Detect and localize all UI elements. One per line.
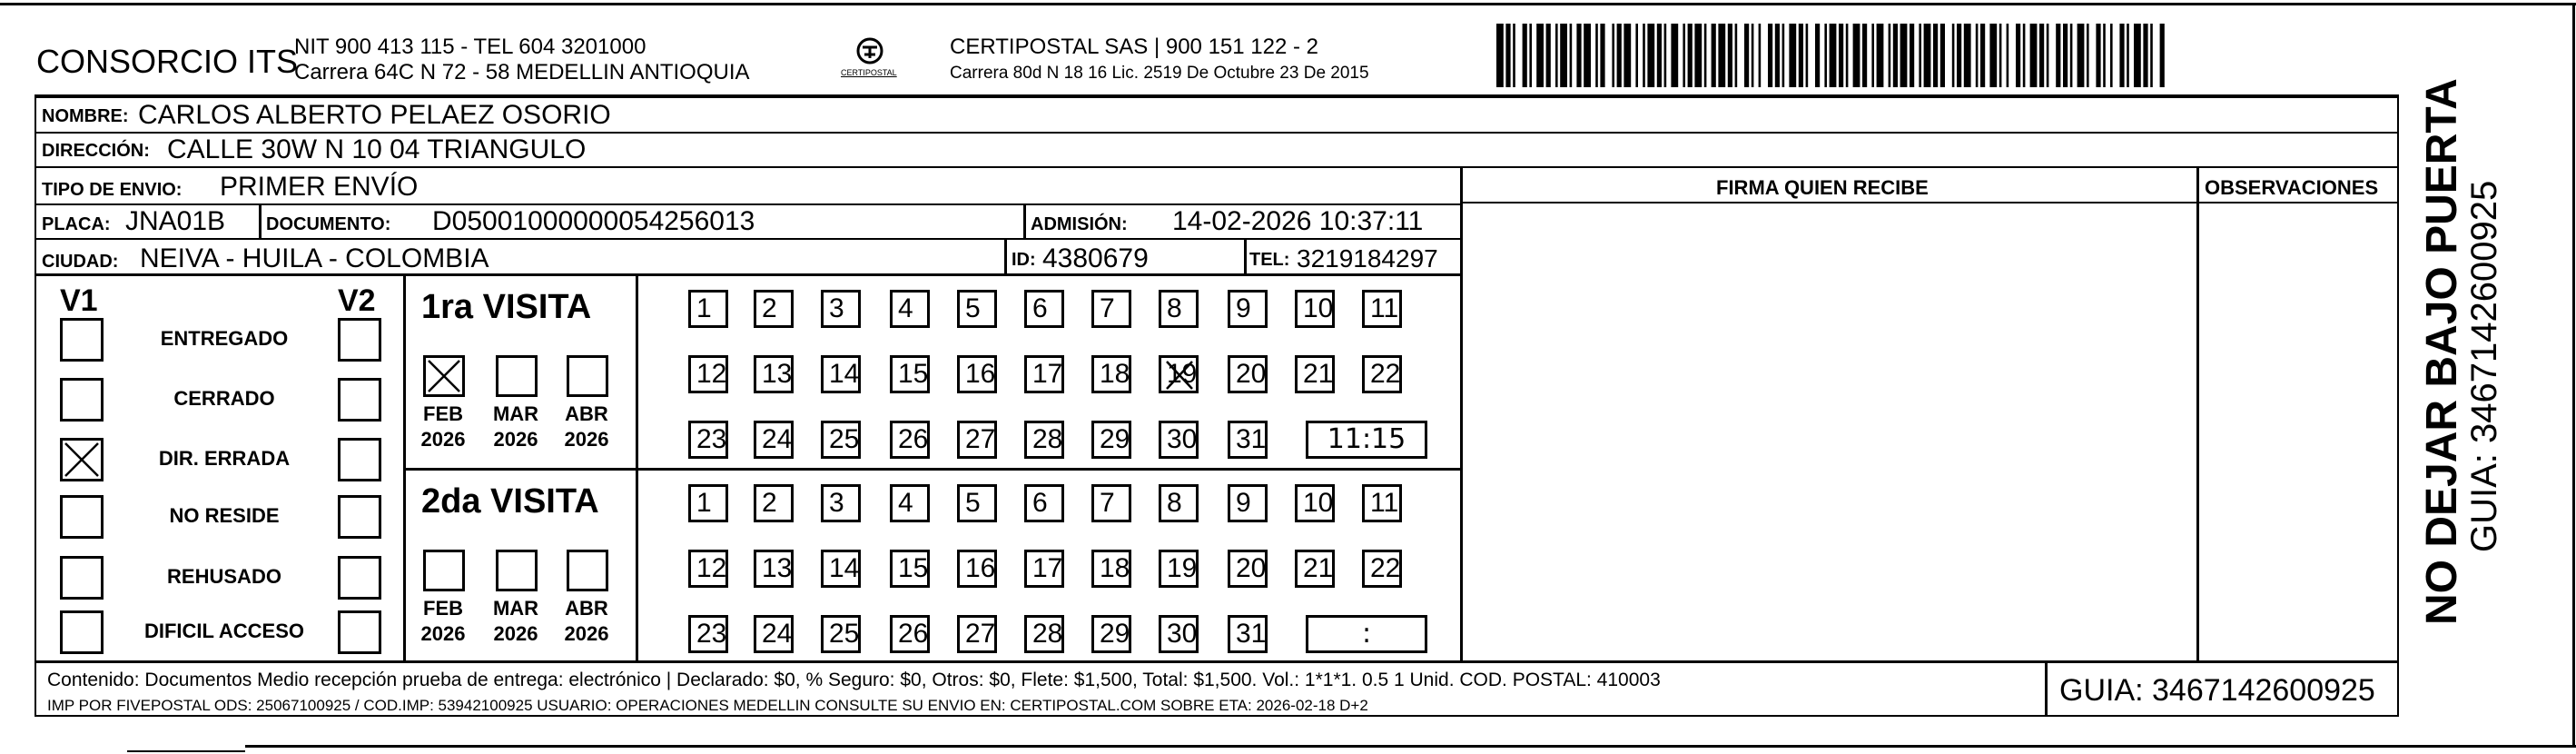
year-label-1-0: 2026	[420, 622, 466, 645]
day-box-0-11[interactable]	[1362, 290, 1402, 328]
v2-checkbox-5[interactable]	[338, 610, 381, 654]
day-box-0-27[interactable]	[957, 421, 997, 459]
tel-label: TEL:	[1249, 250, 1290, 270]
day-box-1-10[interactable]	[1295, 484, 1335, 522]
bottom-border	[245, 745, 2576, 748]
day-number: 26	[898, 424, 929, 454]
day-number: 3	[829, 293, 844, 323]
divider	[35, 132, 2398, 134]
documento-label: DOCUMENTO:	[266, 214, 391, 234]
certipostal-logo	[834, 35, 906, 84]
day-box-0-23[interactable]	[688, 421, 728, 459]
day-box-0-5[interactable]	[957, 290, 997, 328]
observaciones-label: OBSERVACIONES	[2205, 176, 2379, 199]
v2-checkbox-0[interactable]	[338, 318, 381, 362]
day-number: 15	[898, 553, 929, 583]
month-label-1-1: MAR	[492, 597, 539, 620]
month-label-0-2: ABR	[565, 402, 608, 425]
no-dejar-text: NO DEJAR BAJO PUERTA	[2418, 78, 2466, 625]
day-number: 31	[1236, 424, 1267, 454]
v2-label: V2	[338, 283, 376, 318]
divider	[35, 94, 2399, 97]
day-number: 6	[1032, 293, 1048, 323]
day-number: 24	[762, 619, 793, 649]
day-number: 1	[696, 488, 712, 518]
day-box-1-15[interactable]	[890, 550, 930, 588]
month-checkbox-0-0[interactable]	[423, 355, 465, 397]
day-box-1-14[interactable]	[821, 550, 861, 588]
day-number: 25	[829, 619, 860, 649]
day-box-0-17[interactable]	[1024, 355, 1064, 393]
day-box-0-30[interactable]	[1159, 421, 1199, 459]
month-label-0-0: FEB	[423, 402, 463, 425]
day-number: 16	[965, 359, 996, 389]
day-box-0-21[interactable]	[1295, 355, 1335, 393]
nit-line: NIT 900 413 115 - TEL 604 3201000	[294, 35, 646, 59]
day-box-1-20[interactable]	[1228, 550, 1268, 588]
ciudad-label: CIUDAD:	[42, 252, 119, 272]
documento-value: D05001000000054256013	[432, 206, 755, 236]
day-box-0-22[interactable]	[1362, 355, 1402, 393]
divider	[1462, 202, 2398, 203]
month-checkbox-0-2[interactable]	[567, 355, 608, 397]
address-line: Carrera 64C N 72 - 58 MEDELLIN ANTIOQUIA	[294, 60, 750, 84]
day-box-0-20[interactable]	[1228, 355, 1268, 393]
day-box-1-3[interactable]	[821, 484, 861, 522]
tipo-label: TIPO DE ENVIO:	[42, 180, 183, 200]
placa-value: JNA01B	[125, 206, 226, 236]
side-guia-text: GUIA: 3467142600925	[2464, 180, 2504, 552]
v2-checkbox-1[interactable]	[338, 378, 381, 422]
day-number: 11	[1370, 293, 1399, 323]
right-border	[2572, 3, 2575, 746]
time-box-0[interactable]	[1306, 421, 1427, 459]
status-label-5: DIFICIL ACCESO	[143, 620, 304, 642]
day-box-1-27[interactable]	[957, 615, 997, 653]
month-checkbox-1-2[interactable]	[567, 550, 608, 591]
v1-checkbox-2[interactable]	[60, 438, 104, 481]
day-box-1-9[interactable]	[1228, 484, 1268, 522]
day-number: 17	[1032, 359, 1063, 389]
divider	[35, 660, 2398, 663]
day-number: 8	[1167, 488, 1182, 518]
day-box-0-10[interactable]	[1295, 290, 1335, 328]
time-value: 11:15	[1327, 423, 1406, 455]
tel-value: 3219184297	[1297, 244, 1438, 273]
day-box-0-29[interactable]	[1091, 421, 1131, 459]
day-box-0-15[interactable]	[890, 355, 930, 393]
v2-checkbox-3[interactable]	[338, 495, 381, 539]
day-number: 22	[1370, 359, 1401, 389]
footer-contenido: Contenido: Documentos Medio recepción prueba de entrega: electrónico | Declarado: $0, % Seguro: $0, Otros: $0, Flete: $1,500, Total: $1,500. Vol.: 1*1*1. 0.5 1 Unid. COD. POSTAL: 410003	[47, 670, 1661, 690]
day-box-1-16[interactable]	[957, 550, 997, 588]
id-label: ID:	[1012, 250, 1036, 270]
month-checkbox-1-1[interactable]	[496, 550, 538, 591]
admision-label: ADMISIÓN:	[1031, 214, 1128, 234]
day-number: 16	[965, 553, 996, 583]
placa-label: PLACA:	[42, 214, 111, 234]
day-number: 30	[1167, 619, 1198, 649]
status-label-3: NO RESIDE	[169, 504, 280, 527]
month-checkbox-1-0[interactable]	[423, 550, 465, 591]
carrier-address: Carrera 80d N 18 16 Lic. 2519 De Octubre 23 De 2015	[950, 64, 1369, 83]
day-number: 19	[1167, 359, 1198, 389]
tipo-value: PRIMER ENVÍO	[220, 172, 419, 202]
day-box-1-2[interactable]	[754, 484, 794, 522]
divider	[259, 204, 262, 239]
day-box-0-8[interactable]	[1159, 290, 1199, 328]
day-number: 12	[696, 359, 727, 389]
day-number: 2	[762, 293, 777, 323]
day-box-1-13[interactable]	[754, 550, 794, 588]
footer-imp: IMP POR FIVEPOSTAL ODS: 25067100925 / COD.IMP: 53942100925 USUARIO: OPERACIONES MEDELLIN CONSULTE SU ENVIO EN: CERTIPOSTAL.COM SOBRE ETA: 2026-02-18 D+2	[47, 697, 1368, 714]
day-box-0-18[interactable]	[1091, 355, 1131, 393]
divider	[1004, 239, 1007, 274]
divider	[1023, 204, 1026, 239]
day-number: 21	[1303, 359, 1334, 389]
time-value: :	[1361, 618, 1372, 650]
divider	[636, 275, 638, 661]
day-number: 14	[829, 359, 860, 389]
day-box-1-1[interactable]	[688, 484, 728, 522]
company-name: CONSORCIO ITS	[36, 43, 299, 80]
day-number: 4	[898, 488, 913, 518]
status-label-2: DIR. ERRADA	[158, 447, 291, 470]
v1-checkbox-0[interactable]	[60, 318, 104, 362]
day-number: 20	[1236, 553, 1267, 583]
day-number: 27	[965, 424, 996, 454]
day-number: 7	[1100, 488, 1115, 518]
day-number: 4	[898, 293, 913, 323]
direccion-label: DIRECCIÓN:	[42, 141, 150, 161]
month-checkbox-0-1[interactable]	[496, 355, 538, 397]
day-box-1-26[interactable]	[890, 615, 930, 653]
status-label-1: CERRADO	[173, 387, 275, 410]
status-label-0: ENTREGADO	[160, 327, 289, 350]
day-box-0-4[interactable]	[890, 290, 930, 328]
day-number: 25	[829, 424, 860, 454]
visit-title-0: 1ra VISITA	[421, 288, 592, 326]
year-label-0-1: 2026	[493, 428, 538, 451]
day-box-1-21[interactable]	[1295, 550, 1335, 588]
day-number: 31	[1236, 619, 1267, 649]
day-number: 10	[1303, 488, 1334, 518]
signature-area[interactable]	[1464, 205, 2196, 660]
day-box-1-29[interactable]	[1091, 615, 1131, 653]
day-box-0-31[interactable]	[1228, 421, 1268, 459]
day-box-1-4[interactable]	[890, 484, 930, 522]
day-box-1-12[interactable]	[688, 550, 728, 588]
day-box-0-24[interactable]	[754, 421, 794, 459]
year-label-1-2: 2026	[564, 622, 609, 645]
admision-value: 14-02-2026 10:37:11	[1172, 206, 1424, 236]
day-box-1-11[interactable]	[1362, 484, 1402, 522]
day-box-0-6[interactable]	[1024, 290, 1064, 328]
logo-text: CERTIPOSTAL	[841, 68, 897, 77]
day-number: 29	[1100, 619, 1130, 649]
direccion-value: CALLE 30W N 10 04 TRIANGULO	[167, 134, 587, 164]
day-number: 24	[762, 424, 793, 454]
day-box-1-8[interactable]	[1159, 484, 1199, 522]
carrier-line: CERTIPOSTAL SAS | 900 151 122 - 2	[950, 35, 1318, 59]
barcode	[1496, 24, 2223, 87]
day-number: 22	[1370, 553, 1401, 583]
day-number: 15	[898, 359, 929, 389]
day-number: 5	[965, 293, 981, 323]
day-number: 13	[762, 553, 793, 583]
day-box-1-30[interactable]	[1159, 615, 1199, 653]
day-box-1-5[interactable]	[957, 484, 997, 522]
day-box-0-3[interactable]	[821, 290, 861, 328]
day-number: 19	[1167, 553, 1198, 583]
v1-checkbox-1[interactable]	[60, 378, 104, 422]
day-number: 5	[965, 488, 981, 518]
day-box-0-2[interactable]	[754, 290, 794, 328]
day-box-1-28[interactable]	[1024, 615, 1064, 653]
time-box-1[interactable]	[1306, 615, 1427, 653]
day-number: 2	[762, 488, 777, 518]
day-box-1-17[interactable]	[1024, 550, 1064, 588]
firma-label: FIRMA QUIEN RECIBE	[1716, 176, 1929, 199]
v2-checkbox-4[interactable]	[338, 556, 381, 600]
ciudad-value: NEIVA - HUILA - COLOMBIA	[140, 243, 489, 273]
day-number: 6	[1032, 488, 1048, 518]
day-number: 17	[1032, 553, 1063, 583]
day-box-1-23[interactable]	[688, 615, 728, 653]
divider	[35, 203, 1460, 205]
observations-area[interactable]	[2200, 205, 2396, 660]
divider	[35, 273, 1460, 276]
bottom-edge-line	[127, 750, 245, 752]
day-number: 9	[1236, 293, 1251, 323]
day-box-0-9[interactable]	[1228, 290, 1268, 328]
day-number: 20	[1236, 359, 1267, 389]
day-number: 9	[1236, 488, 1251, 518]
day-number: 28	[1032, 424, 1063, 454]
v1-checkbox-4[interactable]	[60, 556, 104, 600]
nombre-label: NOMBRE:	[42, 106, 129, 126]
year-label-1-1: 2026	[493, 622, 538, 645]
visit-title-1: 2da VISITA	[421, 482, 599, 521]
v1-label: V1	[60, 283, 98, 318]
divider	[403, 468, 1461, 471]
day-number: 21	[1303, 553, 1334, 583]
v1-checkbox-5[interactable]	[60, 610, 104, 654]
year-label-0-0: 2026	[420, 428, 466, 451]
side-text	[2412, 78, 2522, 625]
day-number: 14	[829, 553, 860, 583]
day-box-0-25[interactable]	[821, 421, 861, 459]
day-box-1-7[interactable]	[1091, 484, 1131, 522]
status-label-4: REHUSADO	[167, 565, 281, 588]
day-number: 3	[829, 488, 844, 518]
footer-guia: GUIA: 3467142600925	[2059, 673, 2375, 708]
day-number: 23	[696, 619, 727, 649]
day-number: 13	[762, 359, 793, 389]
divider	[1244, 239, 1247, 274]
v1-checkbox-3[interactable]	[60, 495, 104, 539]
nombre-value: CARLOS ALBERTO PELAEZ OSORIO	[138, 100, 611, 130]
day-number: 28	[1032, 619, 1063, 649]
day-number: 18	[1100, 553, 1130, 583]
day-number: 26	[898, 619, 929, 649]
day-box-0-14[interactable]	[821, 355, 861, 393]
day-number: 11	[1370, 488, 1399, 518]
day-box-1-24[interactable]	[754, 615, 794, 653]
day-number: 10	[1303, 293, 1334, 323]
day-number: 1	[696, 293, 712, 323]
day-number: 27	[965, 619, 996, 649]
v2-checkbox-2[interactable]	[338, 438, 381, 481]
year-label-0-2: 2026	[564, 428, 609, 451]
day-number: 18	[1100, 359, 1130, 389]
month-label-1-2: ABR	[565, 597, 608, 620]
day-box-1-25[interactable]	[821, 615, 861, 653]
day-box-1-18[interactable]	[1091, 550, 1131, 588]
month-label-1-0: FEB	[423, 597, 463, 620]
day-number: 8	[1167, 293, 1182, 323]
day-box-0-26[interactable]	[890, 421, 930, 459]
day-box-0-7[interactable]	[1091, 290, 1131, 328]
day-number: 29	[1100, 424, 1130, 454]
day-number: 30	[1167, 424, 1198, 454]
month-label-0-1: MAR	[492, 402, 539, 425]
day-number: 23	[696, 424, 727, 454]
divider	[1460, 167, 1463, 661]
day-box-1-6[interactable]	[1024, 484, 1064, 522]
day-number: 12	[696, 553, 727, 583]
day-number: 7	[1100, 293, 1115, 323]
id-value: 4380679	[1042, 243, 1149, 273]
divider	[2045, 661, 2048, 716]
divider	[35, 166, 2398, 168]
divider	[2196, 167, 2199, 661]
day-box-0-13[interactable]	[754, 355, 794, 393]
day-box-1-19[interactable]	[1159, 550, 1199, 588]
day-box-1-22[interactable]	[1362, 550, 1402, 588]
day-box-0-1[interactable]	[688, 290, 728, 328]
day-box-0-28[interactable]	[1024, 421, 1064, 459]
day-box-1-31[interactable]	[1228, 615, 1268, 653]
day-box-0-16[interactable]	[957, 355, 997, 393]
top-border	[0, 3, 2576, 5]
day-box-0-12[interactable]	[688, 355, 728, 393]
day-box-0-19[interactable]	[1159, 355, 1199, 393]
